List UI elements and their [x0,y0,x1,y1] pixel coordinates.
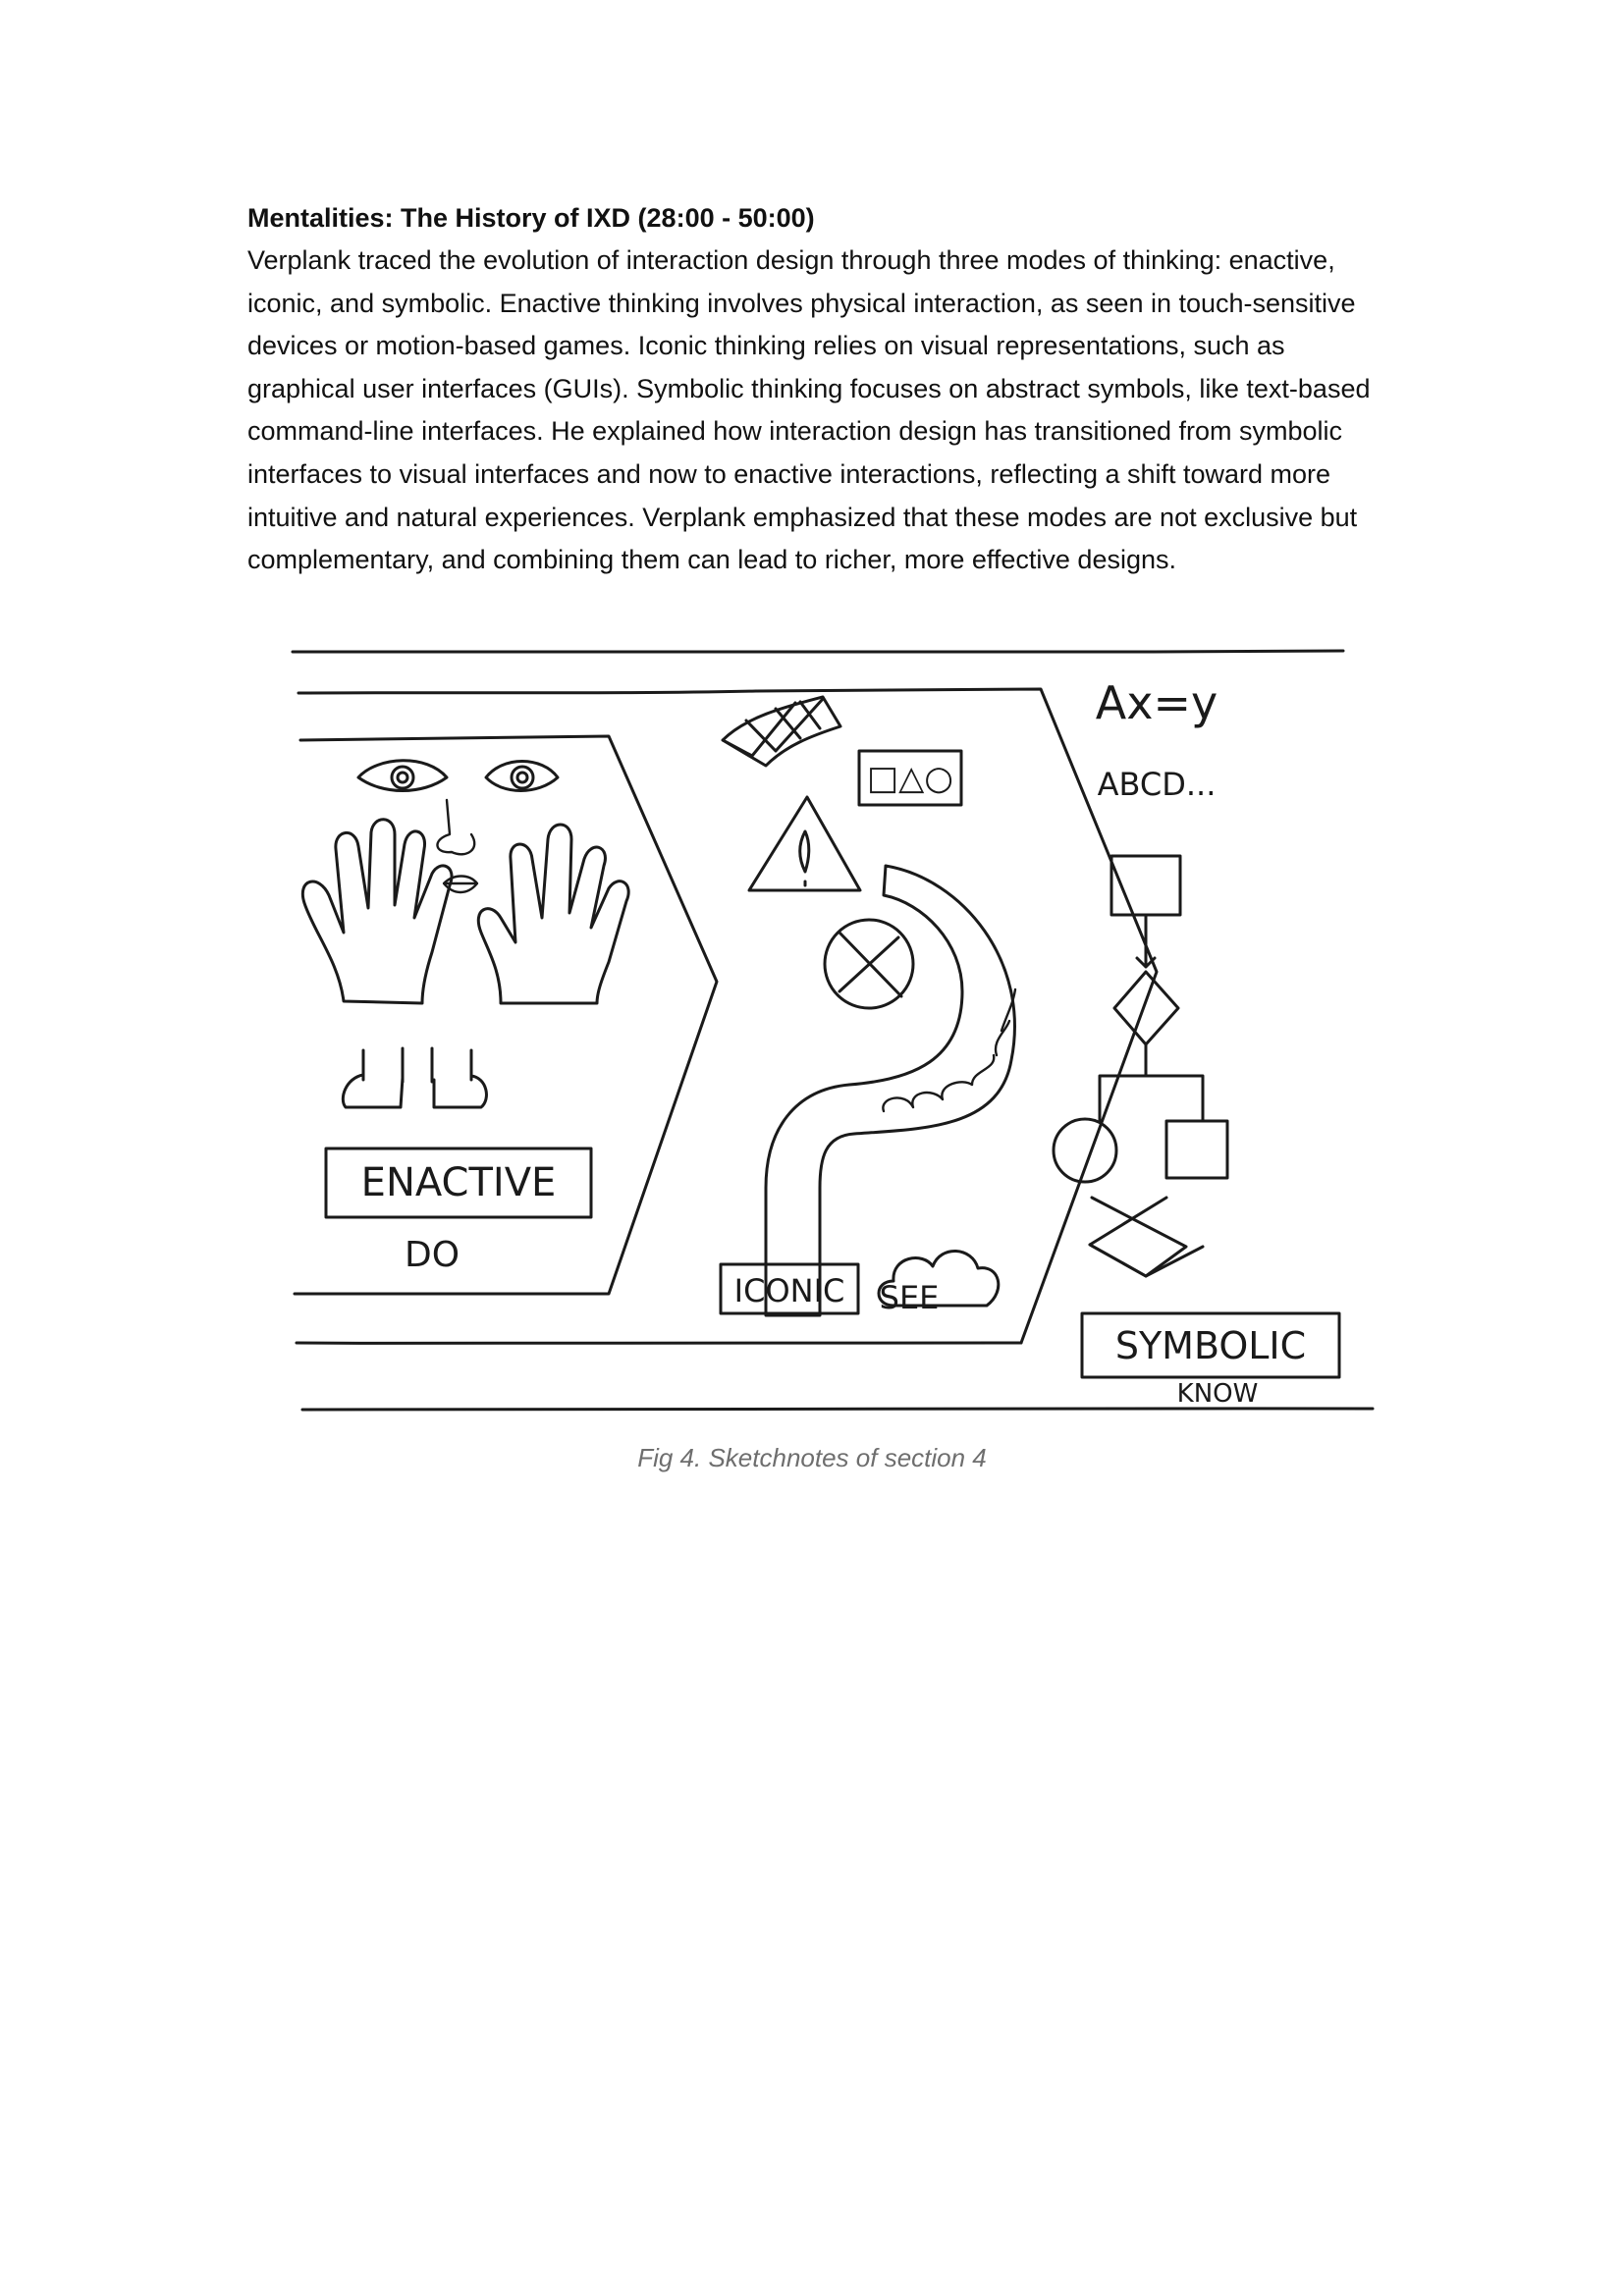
section-paragraph: Verplank traced the evolution of interaction design through three modes of thinking: enactive, iconic, and symbolic. Enactive thinking involves physical interaction, as seen in touch-sensitive devices or motion-based games. Iconic thinking relies on visual representations, such as graphical user interfaces (GUIs). Symbolic thinking focuses on abstract symbols, like text-based command-line interfaces. He explained how interaction design has transitioned from symbolic interfaces to visual interfaces and now to enactive interactions, reflecting a shift toward more intuitive and natural experiences. Verplank emphasized that these modes are not exclusive but complementary, and combining them can lead to richer, more effective designs. [247,245,1371,575]
section-heading: Mentalities: The History of IXD (28:00 - 50:00) [247,203,815,233]
iconic-verb: SEE [879,1279,940,1316]
scallop-edge [883,989,1015,1111]
symbolic-letters: ABCD... [1097,766,1217,803]
symbolic-label: SYMBOLIC [1114,1324,1307,1367]
flowchart-icon [1054,856,1227,1276]
sketchnote-figure [285,638,1384,1423]
symbolic-verb: KNOW [1176,1379,1259,1409]
symbolic-formula: Ax=y [1095,676,1218,729]
enactive-chevron [295,736,717,1294]
enactive-label: ENACTIVE [360,1160,557,1205]
top-frame-line [293,651,1343,652]
figure-caption: Fig 4. Sketchnotes of section 4 [637,1443,987,1472]
enactive-verb: DO [404,1235,460,1275]
nose-icon [437,800,474,854]
sketchnote-drawing [285,638,1384,1423]
lower-band-line [297,1342,1021,1343]
feet-icon [343,1048,486,1107]
fan-icon [723,697,840,766]
iconic-label: ICONIC [733,1272,845,1309]
right-hand-icon [478,825,628,1003]
warning-triangle-icon [749,797,860,890]
eyes-icon [358,761,558,791]
iconic-shapes-text: □△○ [867,759,953,798]
bottom-frame-line [302,1409,1373,1411]
left-hand-icon [302,820,452,1003]
upper-band-line [298,691,756,693]
curved-arc-icon [766,866,1014,1315]
document-body [247,196,1386,582]
exclamation-icon [800,831,809,885]
